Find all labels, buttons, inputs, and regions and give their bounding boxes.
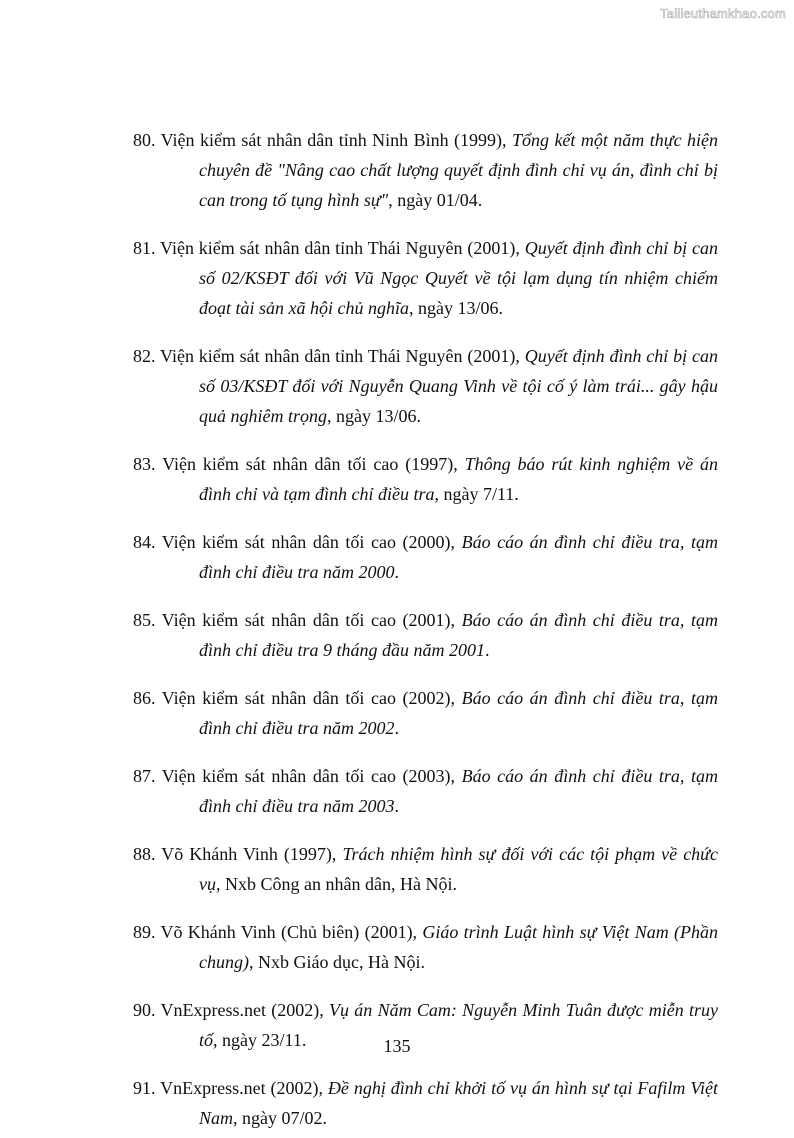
reference-title: Báo cáo án đình chỉ điều tra, tạm đình chỉ điều tra năm 2003 xyxy=(199,766,718,816)
reference-item xyxy=(133,341,718,431)
reference-title: Vụ án Năm Cam: Nguyễn Minh Tuân được miễn truy tố xyxy=(199,1000,718,1050)
reference-title: Đề nghị đình chỉ khởi tố vụ án hình sự tại Fafilm Việt Nam xyxy=(199,1078,718,1128)
reference-item xyxy=(133,527,718,587)
reference-title: Trách nhiệm hình sự đối với các tội phạm về chức vụ xyxy=(199,844,718,894)
reference-details: , Nxb Giáo dục, Hà Nội. xyxy=(248,952,425,972)
reference-number: 85. xyxy=(133,610,156,630)
reference-author: Viện kiểm sát nhân dân tỉnh Thái Nguyên (2001), xyxy=(155,346,525,366)
reference-number: 87. xyxy=(133,766,156,786)
reference-item xyxy=(133,1073,718,1133)
reference-number: 82. xyxy=(133,346,156,366)
page-number: 135 xyxy=(383,1036,411,1056)
reference-details: . xyxy=(394,796,399,816)
reference-number: 86. xyxy=(133,688,156,708)
reference-title: Tổng kết một năm thực hiện chuyên đề "Nâng cao chất lượng quyết định đình chỉ vụ án, đình chỉ bị can trong tố tụng hình sự" xyxy=(199,130,718,210)
reference-author: Viện kiểm sát nhân dân tỉnh Thái Nguyên (2001), xyxy=(155,238,525,258)
reference-author: Viện kiểm sát nhân dân tối cao (1997), xyxy=(155,454,465,474)
reference-list xyxy=(133,107,718,1138)
reference-author: VnExpress.net (2002), xyxy=(155,1078,328,1098)
reference-title: Quyết định đình chỉ bị can số 02/KSĐT đối với Vũ Ngọc Quyết về tội lạm dụng tín nhiệm chiếm đoạt tài sản xã hội chủ nghĩa xyxy=(199,238,718,318)
reference-item xyxy=(133,761,718,821)
reference-details: . xyxy=(394,562,399,582)
reference-title: Báo cáo án đình chỉ điều tra, tạm đình chỉ điều tra 9 tháng đầu năm 2001 xyxy=(199,610,718,660)
reference-details: , ngày 07/02. xyxy=(233,1108,328,1128)
reference-author: Võ Khánh Vinh (1997), xyxy=(155,844,343,864)
reference-details: , ngày 13/06. xyxy=(327,406,421,426)
reference-author: Viện kiểm sát nhân dân tối cao (2000), xyxy=(155,532,462,552)
reference-author: VnExpress.net (2002), xyxy=(155,1000,330,1020)
reference-number: 84. xyxy=(133,532,156,552)
reference-item xyxy=(133,125,718,215)
reference-title: Giáo trình Luật hình sự Việt Nam (Phần chung) xyxy=(199,922,718,972)
reference-number: 89. xyxy=(133,922,156,942)
reference-details: . xyxy=(485,640,490,660)
reference-details: , ngày 7/11. xyxy=(434,484,519,504)
reference-number: 90. xyxy=(133,1000,156,1020)
reference-details: , ngày 23/11. xyxy=(213,1030,307,1050)
reference-title: Quyết định đình chỉ bị can số 03/KSĐT đối với Nguyễn Quang Vinh về tội cố ý làm trái... gây hậu quả nghiêm trọng xyxy=(199,346,718,426)
reference-number: 88. xyxy=(133,844,156,864)
reference-number: 81. xyxy=(133,238,156,258)
reference-details: , ngày 13/06. xyxy=(409,298,503,318)
reference-item xyxy=(133,683,718,743)
reference-item xyxy=(133,917,718,977)
watermark: Tailieuthamkhao.com xyxy=(660,6,786,21)
reference-number: 80. xyxy=(133,130,156,150)
reference-title: Thông báo rút kinh nghiệm về án đình chỉ và tạm đình chỉ điều tra xyxy=(199,454,718,504)
reference-details: , ngày 01/04. xyxy=(388,190,483,210)
reference-title: Báo cáo án đình chỉ điều tra, tạm đình chỉ điều tra năm 2002 xyxy=(199,688,718,738)
reference-details: . xyxy=(394,718,399,738)
reference-details: , Nxb Công an nhân dân, Hà Nội. xyxy=(216,874,457,894)
reference-item xyxy=(133,233,718,323)
reference-author: Viện kiểm sát nhân dân tỉnh Ninh Bình (1999), xyxy=(155,130,512,150)
reference-item xyxy=(133,839,718,899)
reference-title: Báo cáo án đình chỉ điều tra, tạm đình chỉ điều tra năm 2000 xyxy=(199,532,718,582)
reference-item xyxy=(133,449,718,509)
reference-author: Viện kiểm sát nhân dân tối cao (2002), xyxy=(155,688,462,708)
reference-author: Viện kiểm sát nhân dân tối cao (2001), xyxy=(155,610,462,630)
reference-number: 83. xyxy=(133,454,156,474)
reference-number: 91. xyxy=(133,1078,156,1098)
reference-author: Viện kiểm sát nhân dân tối cao (2003), xyxy=(155,766,462,786)
reference-item xyxy=(133,605,718,665)
reference-author: Võ Khánh Vinh (Chủ biên) (2001), xyxy=(155,922,423,942)
